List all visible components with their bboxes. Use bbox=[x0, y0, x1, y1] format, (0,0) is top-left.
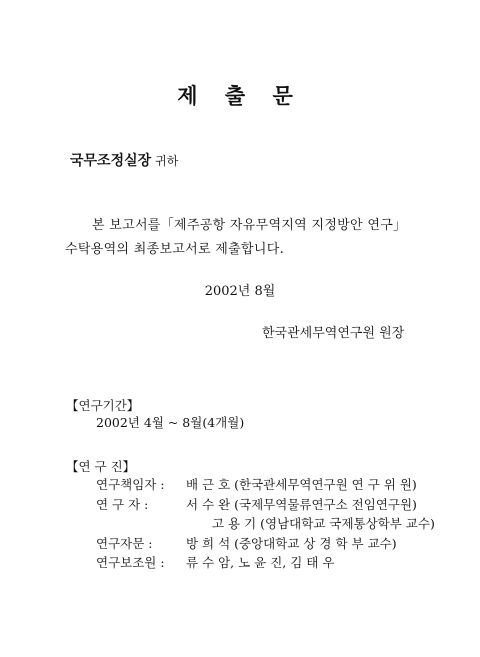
researcher-role-researcher: 연 구 자 : bbox=[96, 497, 149, 512]
researcher-role-assistant: 연구보조원 : bbox=[96, 555, 165, 570]
researcher-name-advisor: 방 희 석 (중앙대학교 상 경 학 부 교수) bbox=[186, 536, 397, 551]
institute-signature: 한국관세무역연구원 원장 bbox=[262, 326, 405, 341]
researcher-name-researcher-1: 서 수 완 (국제무역물류연구소 전임연구원) bbox=[186, 497, 417, 512]
researcher-name-assistants: 류 수 암, 노 윤 진, 김 태 우 bbox=[186, 555, 335, 570]
researcher-role-lead: 연구책임자 : bbox=[96, 477, 165, 492]
researcher-name-researcher-2: 고 용 기 (영남대학교 국제통상학부 교수) bbox=[212, 516, 435, 531]
submission-date: 2002년 8월 bbox=[204, 284, 276, 299]
document-title: 제 출 문 bbox=[177, 83, 303, 108]
researchers-heading: 【연 구 진】 bbox=[66, 459, 136, 474]
period-value: 2002년 4월 ~ 8월(4개월) bbox=[96, 415, 245, 430]
researcher-name-lead: 배 근 호 (한국관세무역연구원 연 구 위 원) bbox=[186, 477, 417, 492]
recipient-line bbox=[70, 150, 178, 170]
period-heading: 【연구기간】 bbox=[66, 398, 140, 413]
body-line-2: 수탁용역의 최종보고서로 제출합니다. bbox=[65, 242, 285, 257]
researcher-role-advisor: 연구자문 : bbox=[96, 536, 153, 551]
recipient-suffix: 귀하 bbox=[155, 154, 179, 168]
body-line-1: 본 보고서를「제주공항 자유무역지역 지정방안 연구」 bbox=[92, 218, 407, 233]
recipient-name: 국무조정실장 bbox=[70, 153, 152, 169]
